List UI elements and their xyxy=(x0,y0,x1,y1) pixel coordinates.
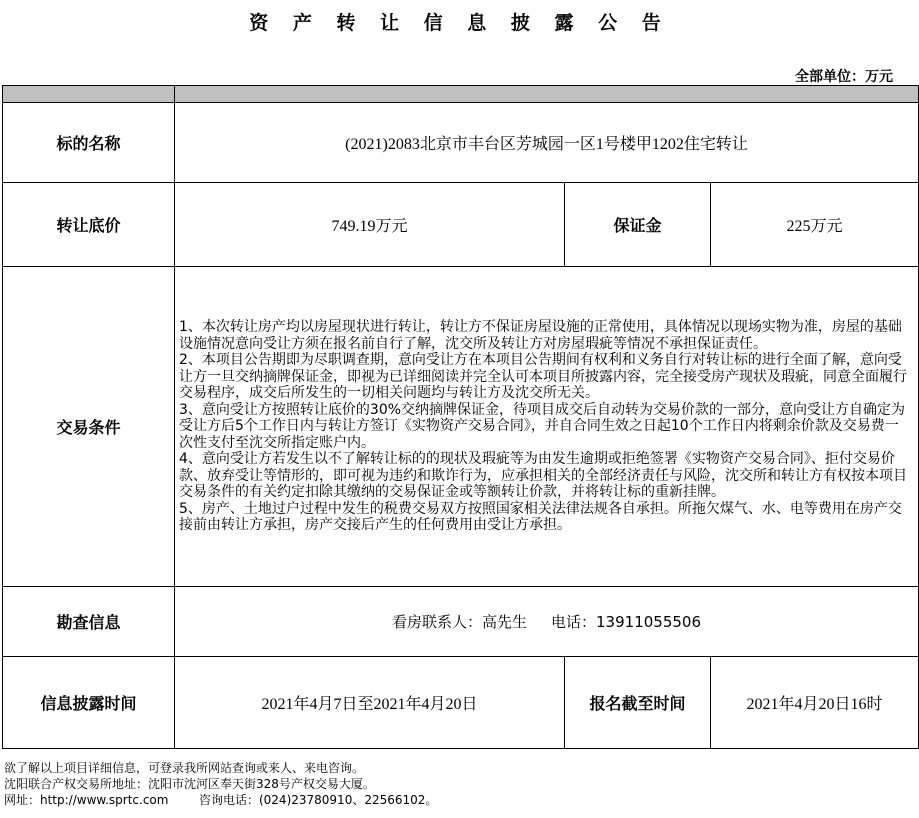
footer-line-address: 沈阳联合产权交易所地址：沈阳市沈河区奉天街328号产权交易大厦。 xyxy=(4,777,375,791)
price-label: 转让底价 xyxy=(3,183,175,267)
terms-item-1: 1、本次转让房产均以房屋现状进行转让，转让方不保证房屋设施的正常使用，具体情况以现场实物为准，房屋的基础设施情况意向受让方须在报名前自行了解，沈交所及转让方对房屋瑕疵等情况不承担保证责任。 xyxy=(179,319,902,352)
terms-item-5: 5、房产、土地过户过程中发生的税费交易双方按照国家相关法律法规各自承担。所拖欠煤气、水、电等费用在房产交接前由转让方承担，房产交接后产生的任何费用由受让方承担。 xyxy=(179,500,902,534)
survey-info xyxy=(175,587,919,657)
name-label: 标的名称 xyxy=(3,103,175,183)
terms-label: 交易条件 xyxy=(3,267,175,587)
terms-item-4: 4、意向受让方若发生以不了解转让标的的现状及瑕疵等为由发生逾期或拒绝签署《实物资产交易合同》、拒付交易价款、放弃受让等情形的，即可视为违约和欺诈行为，应承担相关的全部经济责任与风险，沈交所和转让方有权按本项目交易条件的有关约定扣除其缴纳的交易保证金或等额转让价款，并将转让标的重新挂牌。 xyxy=(179,451,907,501)
terms-content xyxy=(175,267,919,587)
terms-item-3: 3、意向受让方按照转让底价的30%交纳摘牌保证金，待项目成交后自动转为交易价款的一部分，意向受让方自确定为受让方后5个工作日内与转让方签订《实物资产交易合同》，并自合同生效之日起10个工作日内将剩余价款及交易费一次性支付至沈交所指定账户内。 xyxy=(179,401,906,451)
table-header-band xyxy=(3,86,919,103)
deadline-value: 2021年4月20日16时 xyxy=(711,657,919,749)
disclosure-label: 信息披露时间 xyxy=(3,657,175,749)
table-row xyxy=(3,587,919,657)
survey-contact: 看房联系人：高先生 xyxy=(392,613,528,631)
unit-note: 全部单位：万元 xyxy=(795,69,893,85)
table-row xyxy=(3,183,919,267)
table-row xyxy=(3,103,919,183)
price-value: 749.19万元 xyxy=(175,183,565,267)
terms-item-2: 2、本项目公告期即为尽职调查期，意向受让方在本项目公告期间有权利和义务自行对转让标的进行全面了解，意向受让方一旦交纳摘牌保证金，即视为已详细阅读并完全认可本项目所披露内容，完全接受房产现状及瑕疵，同意全面履行交易程序，成交后所发生的一切相关问题均与转让方及沈交所无关。 xyxy=(179,352,907,402)
table-row xyxy=(3,267,919,587)
footer-line-inquiry: 欲了解以上项目详细信息，可登录我所网站查询或来人、来电咨询。 xyxy=(4,761,365,775)
page-title: 资 产 转 让 信 息 披 露 公 告 xyxy=(249,12,670,34)
footer xyxy=(4,760,437,808)
survey-label: 勘查信息 xyxy=(3,587,175,657)
table-row xyxy=(3,657,919,749)
deposit-label: 保证金 xyxy=(565,183,711,267)
name-value: (2021)2083北京市丰台区芳城园一区1号楼甲1202住宅转让 xyxy=(175,103,919,183)
deadline-label: 报名截至时间 xyxy=(565,657,711,749)
disclosure-value: 2021年4月7日至2021年4月20日 xyxy=(175,657,565,749)
survey-phone: 电话：13911055506 xyxy=(551,613,701,631)
footer-line-website: 网址：http://www.sprtc.com 咨询电话：(024)23780910、22566102。 xyxy=(4,793,438,807)
deposit-value: 225万元 xyxy=(711,183,919,267)
notice-table xyxy=(2,85,919,749)
